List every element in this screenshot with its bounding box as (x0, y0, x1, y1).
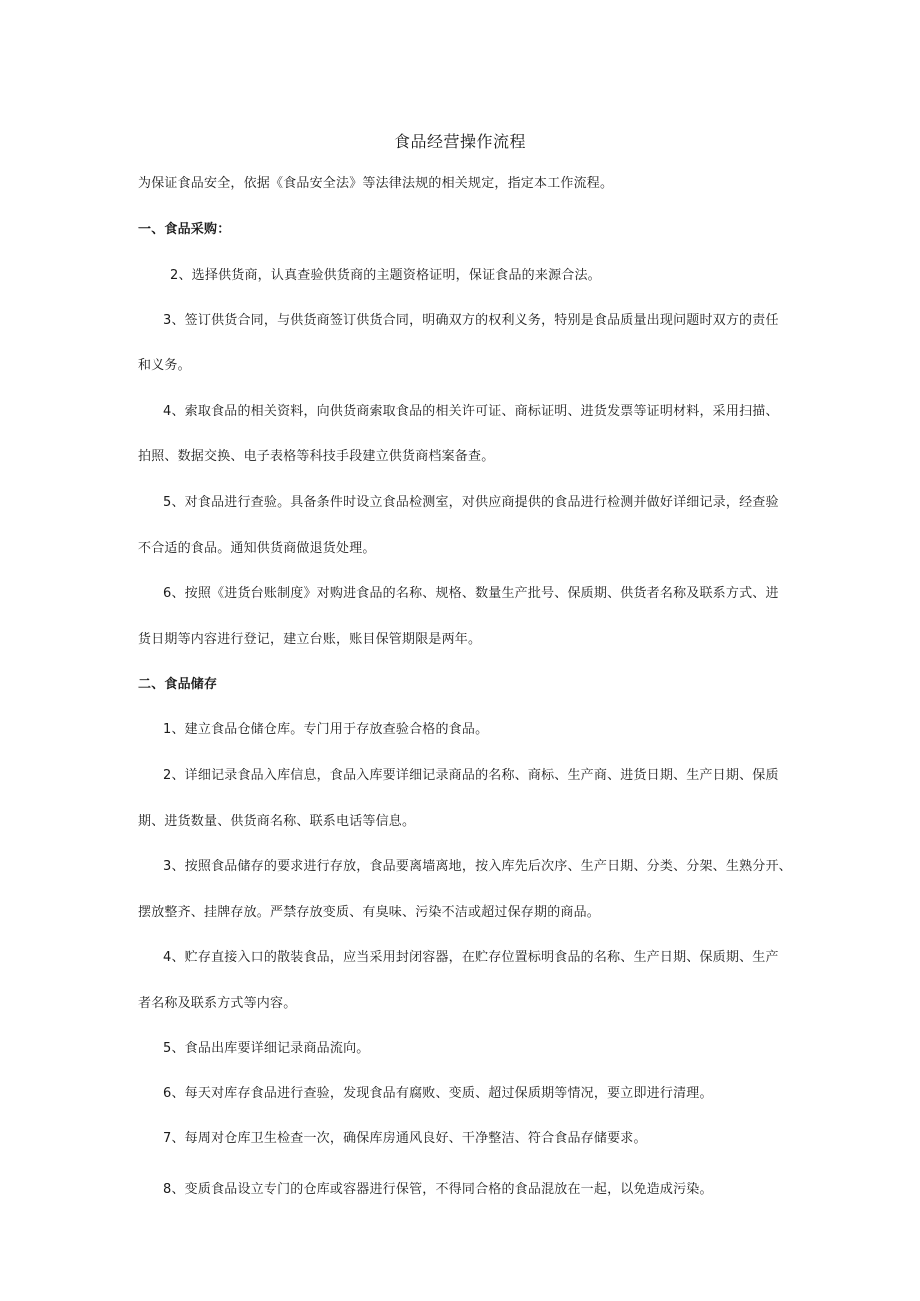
section-heading-procurement: 一、食品采购： (138, 222, 231, 237)
procurement-item-3-line1: 3、签订供货合同，与供货商签订供货合同，明确双方的权利义务，特别是食品质量出现问题时双方的责任 (163, 313, 779, 328)
storage-item-8: 8、变质食品设立专门的仓库或容器进行保管，不得同合格的食品混放在一起，以免造成污染。 (163, 1182, 713, 1197)
procurement-item-5-line2: 不合适的食品。通知供货商做退货处理。 (138, 541, 376, 556)
storage-item-7: 7、每周对仓库卫生检查一次，确保库房通风良好、干净整洁、符合食品存储要求。 (163, 1131, 647, 1146)
procurement-item-4-line2: 拍照、数据交换、电子表格等科技手段建立供货商档案备查。 (138, 449, 495, 464)
storage-item-1: 1、建立食品仓储仓库。专门用于存放查验合格的食品。 (163, 722, 489, 737)
section-heading-storage: 二、食品储存 (138, 677, 218, 692)
procurement-item-4-line1: 4、索取食品的相关资料，向供货商索取食品的相关许可证、商标证明、进货发票等证明材料，采用扫描、 (163, 404, 779, 419)
procurement-item-3-line2: 和义务。 (138, 358, 191, 373)
procurement-item-5-line1: 5、对食品进行查验。具备条件时设立食品检测室，对供应商提供的食品进行检测并做好详细记录，经查验 (163, 495, 779, 510)
procurement-item-2: 2、选择供货商，认真查验供货商的主题资格证明，保证食品的来源合法。 (170, 268, 601, 283)
storage-item-4-line2: 者名称及联系方式等内容。 (138, 996, 297, 1011)
procurement-item-6-line2: 货日期等内容进行登记，建立台账，账目保管期限是两年。 (138, 632, 482, 647)
intro-paragraph: 为保证食品安全，依据《食品安全法》等法律法规的相关规定，指定本工作流程。 (138, 176, 614, 191)
storage-item-5: 5、食品出库要详细记录商品流向。 (163, 1041, 370, 1056)
storage-item-2-line1: 2、详细记录食品入库信息，食品入库要详细记录商品的名称、商标、生产商、进货日期、生产日期、保质 (163, 768, 779, 783)
storage-item-4-line1: 4、贮存直接入口的散装食品，应当采用封闭容器，在贮存位置标明食品的名称、生产日期、保质期、生产 (163, 950, 779, 965)
storage-item-3-line1: 3、按照食品储存的要求进行存放，食品要离墙离地，按入库先后次序、生产日期、分类、分架、生熟分开、 (163, 859, 792, 874)
storage-item-3-line2: 摆放整齐、挂牌存放。严禁存放变质、有臭味、污染不洁或超过保存期的商品。 (138, 905, 601, 920)
storage-item-6: 6、每天对库存食品进行查验，发现食品有腐败、变质、超过保质期等情况，要立即进行清理。 (163, 1086, 713, 1101)
storage-item-2-line2: 期、进货数量、供货商名称、联系电话等信息。 (138, 814, 416, 829)
document-title: 食品经营操作流程 (393, 132, 526, 151)
procurement-item-6-line1: 6、按照《进货台账制度》对购进食品的名称、规格、数量生产批号、保质期、供货者名称及联系方式、进 (163, 586, 779, 601)
